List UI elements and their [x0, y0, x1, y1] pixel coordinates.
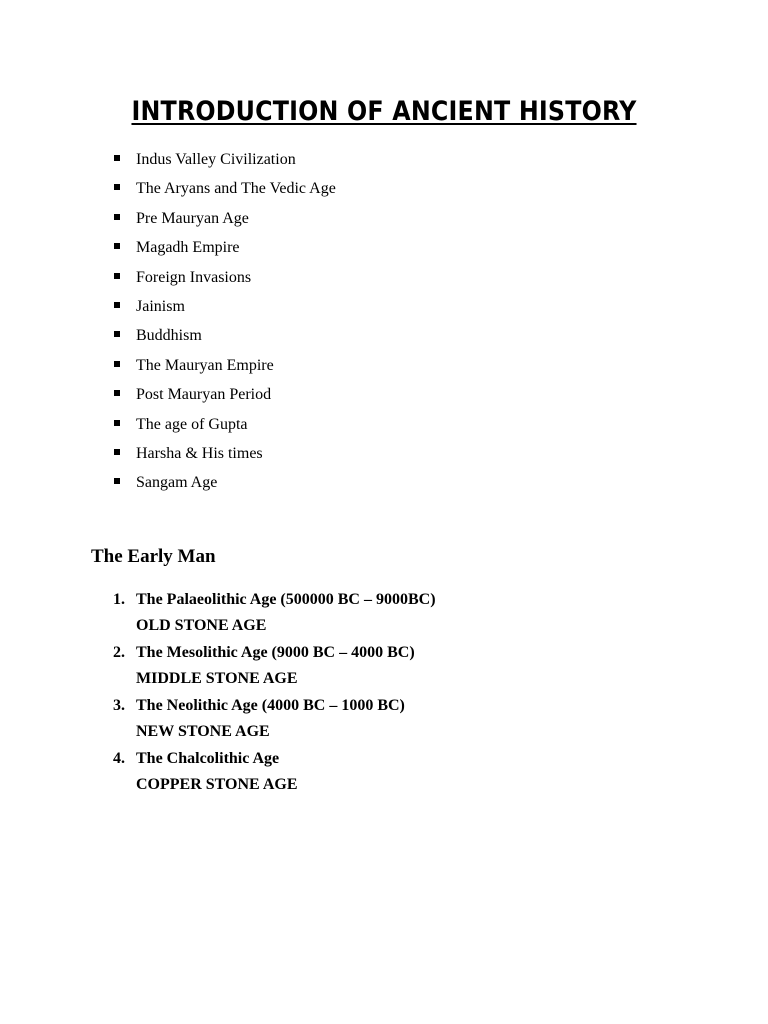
- item-number: 4.: [113, 750, 125, 767]
- age-subtitle: MIDDLE STONE AGE: [136, 670, 298, 687]
- age-name: The Mesolithic Age (9000 BC – 4000 BC): [136, 644, 415, 661]
- square-bullet-icon: [114, 302, 120, 308]
- item-number: 1.: [113, 591, 125, 608]
- square-bullet-icon: [114, 390, 120, 396]
- topic-label: The Aryans and The Vedic Age: [136, 180, 336, 198]
- topic-label: Sangam Age: [136, 474, 218, 492]
- topic-label: The age of Gupta: [136, 415, 248, 433]
- square-bullet-icon: [114, 478, 120, 484]
- document-title: INTRODUCTION OF ANCIENT HISTORY: [131, 96, 637, 127]
- age-name: The Palaeolithic Age (500000 BC – 9000BC): [136, 591, 436, 608]
- square-bullet-icon: [114, 243, 120, 249]
- topic-label: The Mauryan Empire: [136, 356, 274, 374]
- square-bullet-icon: [114, 449, 120, 455]
- topic-label: Magadh Empire: [136, 239, 240, 257]
- square-bullet-icon: [114, 214, 120, 220]
- square-bullet-icon: [114, 420, 120, 426]
- topic-label: Foreign Invasions: [136, 268, 252, 286]
- square-bullet-icon: [114, 273, 120, 279]
- square-bullet-icon: [114, 331, 120, 337]
- topic-label: Buddhism: [136, 327, 202, 345]
- topic-label: Post Mauryan Period: [136, 386, 272, 404]
- age-subtitle: OLD STONE AGE: [136, 617, 267, 634]
- age-subtitle: COPPER STONE AGE: [136, 776, 298, 793]
- square-bullet-icon: [114, 361, 120, 367]
- square-bullet-icon: [114, 184, 120, 190]
- item-number: 3.: [113, 697, 125, 714]
- topic-label: Jainism: [136, 297, 185, 315]
- age-name: The Chalcolithic Age: [136, 750, 280, 767]
- age-name: The Neolithic Age (4000 BC – 1000 BC): [136, 697, 405, 714]
- square-bullet-icon: [114, 155, 120, 161]
- section-heading: The Early Man: [91, 546, 216, 567]
- topic-label: Harsha & His times: [136, 444, 263, 462]
- age-subtitle: NEW STONE AGE: [136, 723, 270, 740]
- topic-label: Pre Mauryan Age: [136, 209, 249, 227]
- item-number: 2.: [113, 644, 125, 661]
- topic-label: Indus Valley Civilization: [136, 151, 296, 168]
